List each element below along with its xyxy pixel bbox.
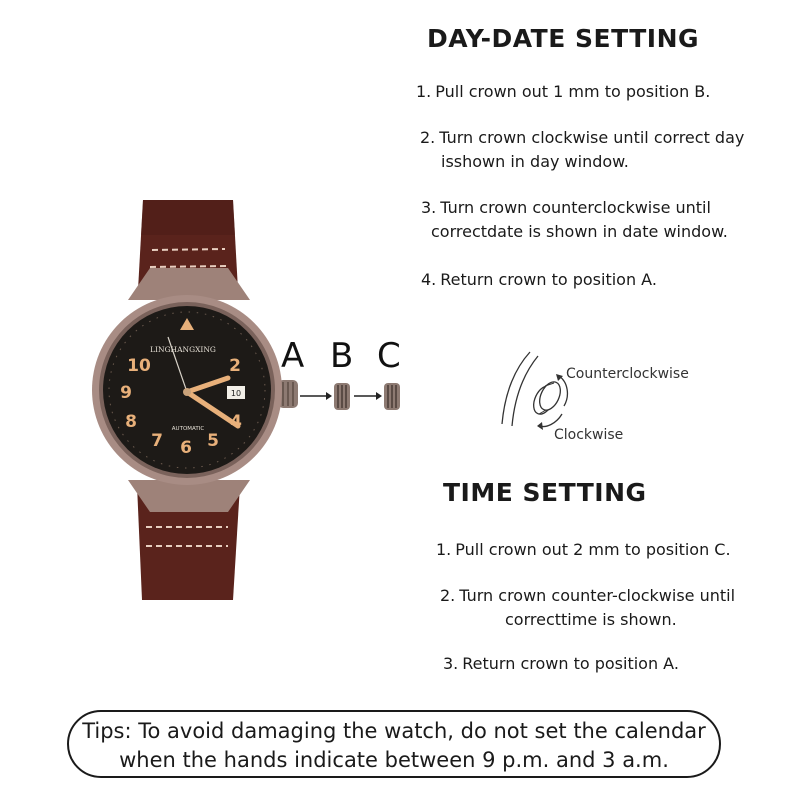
dial-model: AUTOMATIC — [171, 426, 205, 432]
crown-rotation-diagram — [496, 346, 696, 446]
step-text: Pull crown out 2 mm to position C. — [455, 540, 731, 559]
arrow-right-icon — [354, 392, 382, 400]
numeral-6: 6 — [180, 438, 192, 458]
crown-position-diagram — [296, 376, 406, 416]
tips-line-1: Tips: To avoid damaging the watch, do not set the calendar — [82, 719, 706, 743]
tips-line-2: when the hands indicate between 9 p.m. and 3 a.m. — [119, 748, 669, 772]
time-step-2-cont: correcttime is shown. — [505, 610, 677, 629]
time-step-2 — [440, 584, 735, 608]
step-number: 3. — [443, 654, 459, 673]
day-date-step-4 — [421, 268, 657, 292]
step-number: 1. — [436, 540, 452, 559]
day-date-step-2-cont: isshown in day window. — [441, 152, 629, 171]
counterclockwise-label: Counterclockwise — [566, 366, 689, 382]
time-setting-title: TIME SETTING — [443, 478, 647, 507]
numeral-5: 5 — [207, 431, 219, 451]
step-text: Return crown to position A. — [462, 654, 679, 673]
numeral-7: 7 — [151, 431, 163, 451]
tips-box — [67, 710, 721, 778]
position-b-label: B — [330, 336, 354, 376]
step-number: 1. — [416, 82, 432, 101]
time-step-3 — [443, 652, 679, 676]
clockwise-arrow-icon — [540, 414, 562, 427]
svg-text:10: 10 — [230, 389, 242, 398]
arrow-right-icon — [300, 392, 332, 400]
numeral-10: 10 — [127, 356, 151, 376]
crown-c-icon — [384, 383, 400, 410]
day-date-step-3 — [421, 196, 711, 220]
clockwise-label: Clockwise — [554, 427, 624, 443]
step-number: 4. — [421, 270, 437, 289]
step-text: Turn crown counterclockwise until — [440, 198, 711, 217]
step-text: Return crown to position A. — [440, 270, 657, 289]
numeral-2: 2 — [229, 356, 241, 376]
time-step-1 — [436, 538, 731, 562]
day-date-title: DAY-DATE SETTING — [427, 24, 700, 53]
numeral-9: 9 — [120, 383, 132, 403]
step-number: 3. — [421, 198, 437, 217]
position-c-label: C — [377, 336, 401, 376]
numeral-4: 4 — [230, 412, 242, 432]
step-number: 2. — [440, 586, 456, 605]
position-a-label: A — [281, 336, 305, 376]
day-date-step-1 — [416, 80, 710, 104]
step-number: 2. — [420, 128, 436, 147]
day-date-step-3-cont: correctdate is shown in date window. — [431, 222, 728, 241]
step-text: Turn crown clockwise until correct day — [439, 128, 745, 147]
crown-icon — [530, 379, 565, 418]
numeral-8: 8 — [125, 412, 137, 432]
day-date-step-2 — [420, 126, 744, 150]
step-text: Pull crown out 1 mm to position B. — [435, 82, 711, 101]
crown-b-icon — [334, 383, 350, 410]
step-text: Turn crown counter-clockwise until — [459, 586, 736, 605]
dial-brand: LINGHANGXING — [150, 345, 216, 354]
